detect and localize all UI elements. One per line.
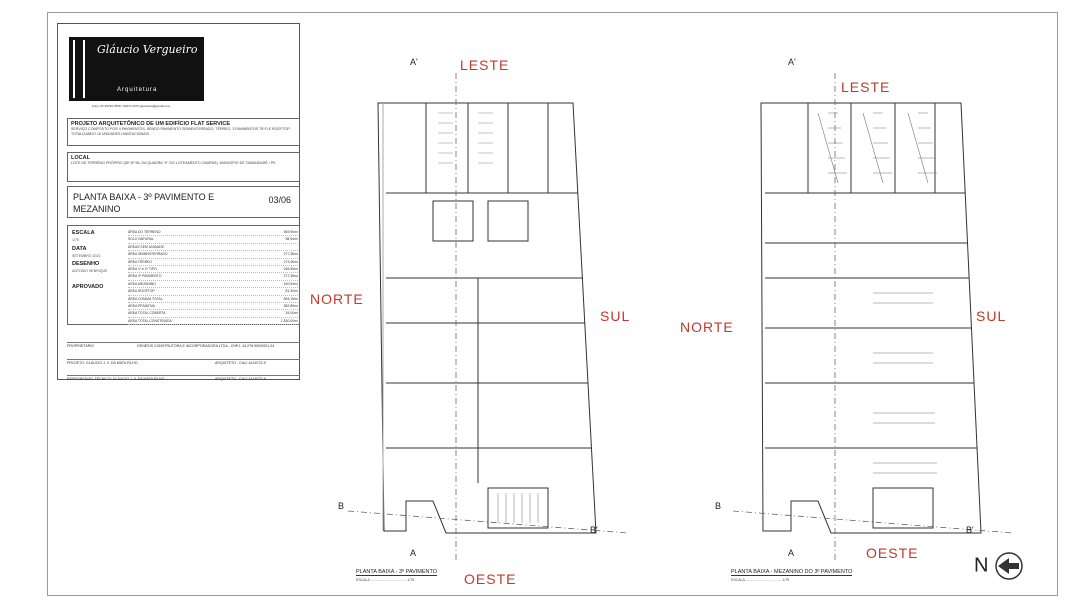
project-box [67, 118, 300, 146]
drawing-value: ANTONIO HENRIQUE [72, 269, 108, 273]
section-b-left-right: B [715, 501, 722, 511]
area-value: 594,19m² [283, 296, 298, 301]
owner-value: GENESIS CONSTRUTORA E INCORPORADORA LTDA - CNPJ: 44.278.990/0001-24 [137, 344, 275, 348]
area-value: 81,30m² [285, 289, 298, 294]
resp-line [67, 375, 300, 381]
sheet-number: 03/06 [268, 195, 291, 205]
area-value: 246,95m² [283, 267, 298, 272]
area-name: ÁREA TOTAL COBERTA [128, 311, 166, 316]
south-label-right: SUL [976, 308, 1007, 324]
plan-3rd-floor-drawing [338, 53, 638, 593]
logo-contact: Fone: 81 99756.7859 / 99474.2076 glaucioarq@gmail.com [92, 104, 171, 108]
area-row [128, 281, 298, 288]
project-description: SERVIÇO COMPOSTO POR 4 PAVIMENTOS, SENDO PAVIMENTO SEMIENTERRADO, TÉRREO, 3 PAVIMENTOS TIPO E ROOFTOP. TOTALIZANDO 16 UNIDADES HABITACIONAIS [71, 127, 291, 136]
area-name: ÁREA DO TERRENO [128, 230, 161, 234]
scale-value: 1/75 [72, 238, 79, 242]
north-letter: N [974, 554, 989, 577]
caption-right-scale: ESCALA ..................................... 1/75 [731, 578, 790, 582]
area-value: 98,94m² [285, 237, 298, 242]
area-name: ÁREA COMUM TOTAL [128, 296, 163, 301]
area-value: 277,38m² [283, 274, 298, 279]
project-heading: PROJETO ARQUITETÔNICO DE UM EDIFÍCIO FLAT SERVICE [71, 121, 231, 127]
project-line [67, 359, 300, 365]
area-name: ÁREA ROOFTOP [128, 289, 155, 294]
area-name: SOLO NATURAL [128, 237, 154, 242]
area-value: 469,90m² [283, 230, 298, 234]
location-text: LOTE DE TERRENO PRÓPRIO (DE Nº 56, DA QUADRA "K" DO LOTEAMENTO CAMPAS), MUNICÍPIO DE TAMANDARÉ / PE [71, 161, 276, 165]
drawing-sheet [47, 12, 1058, 596]
area-name: ÁREA TÉRREO [128, 259, 153, 264]
area-name: ÁREA 1º e 2º TIPO [128, 267, 157, 272]
date-label: DATA [72, 246, 87, 252]
logo-subtitle: Arquitetura [117, 87, 158, 93]
north-label-right: NORTE [680, 319, 734, 335]
mezzanine-outline [761, 103, 981, 533]
area-name: ÁREA 3º PAVIMENTO [128, 274, 162, 279]
caption-left-scale: ESCALA ..................................... 1/75 [356, 578, 415, 582]
east-label-right: LESTE [841, 79, 891, 95]
logo-name: Gláucio Vergueiro [97, 43, 198, 56]
arrow-left-icon [994, 551, 1024, 581]
area-value: 34,00m² [285, 311, 298, 316]
logo-bars-icon [73, 40, 85, 98]
project-reg: ARQUITETO - CAU: A118722-9 [215, 361, 266, 365]
date-value: SETEMBRO 2022 [72, 254, 101, 258]
west-label-right: OESTE [866, 545, 919, 561]
section-a-bottom-left: A [410, 548, 417, 558]
area-row [128, 288, 298, 295]
area-name: ÁREA SEMIENTERRADO [128, 252, 168, 257]
area-row [128, 244, 298, 251]
drawing-label: DESENHO [72, 261, 100, 267]
section-a-bottom-right: A [788, 548, 795, 558]
section-a-top-left: A' [410, 57, 418, 67]
caption-right: PLANTA BAIXA - MEZANINO DO 3º PAVIMENTO [731, 569, 853, 575]
resp-reg: ARQUITETO - CAU: A118722-9 [215, 377, 266, 381]
area-value: 150,94m² [283, 281, 298, 286]
area-value: 277,38m² [283, 252, 298, 257]
caption-left: PLANTA BAIXA - 3º PAVIMENTO [356, 569, 438, 575]
section-a-top-right: A' [788, 57, 796, 67]
approved-label: APROVADO [72, 284, 104, 290]
owner-label: PROPRIETÁRIO [67, 344, 95, 348]
sheet-title: PLANTA BAIXA - 3º PAVIMENTO E MEZANINO [73, 192, 215, 214]
area-row [128, 296, 298, 303]
north-label-left: NORTE [310, 291, 364, 307]
area-row [128, 318, 298, 325]
areas-table [128, 229, 298, 325]
area-value: 982,89m² [283, 304, 298, 309]
owner-line [67, 342, 300, 348]
area-row [128, 266, 298, 273]
section-b-right: B' [590, 525, 598, 535]
area-name: ÁREA TOTAL CONSTRUÍDA [128, 318, 172, 323]
east-label-left: LESTE [460, 57, 510, 73]
location-box [67, 152, 300, 182]
area-value: 1.530,00m² [280, 318, 298, 323]
plan-3rd-floor [338, 53, 638, 593]
area-value: 273,45m² [283, 259, 298, 264]
area-name: ÁREA MEZANINO [128, 281, 156, 286]
south-label-left: SUL [600, 308, 631, 324]
sheet-title-box [67, 186, 300, 218]
area-row [128, 273, 298, 280]
location-heading: LOCAL [71, 155, 90, 161]
resp-label: RESPONSÁVEL TÉCNICO: GLÁUCIO J. V. DA MATA FILHO [67, 377, 165, 381]
section-b-right-right: B' [966, 525, 974, 535]
area-row [128, 236, 298, 243]
title-block [57, 23, 300, 380]
area-name: ÁREAS SEM UNIDADE [128, 244, 164, 249]
info-box [67, 225, 300, 325]
area-name: ÁREA PRIVATIVA [128, 304, 155, 309]
area-row [128, 259, 298, 266]
west-label-left: OESTE [464, 571, 517, 587]
section-b-left: B [338, 501, 345, 511]
scale-label: ESCALA [72, 230, 95, 236]
building-outline [378, 103, 596, 533]
area-row [128, 229, 298, 236]
north-symbol [974, 551, 1024, 581]
logo [69, 37, 204, 101]
area-row [128, 310, 298, 317]
project-label: PROJETO: GLÁUCIO J. V. DA MATA FILHO [67, 361, 138, 365]
area-row [128, 303, 298, 310]
area-row [128, 251, 298, 258]
